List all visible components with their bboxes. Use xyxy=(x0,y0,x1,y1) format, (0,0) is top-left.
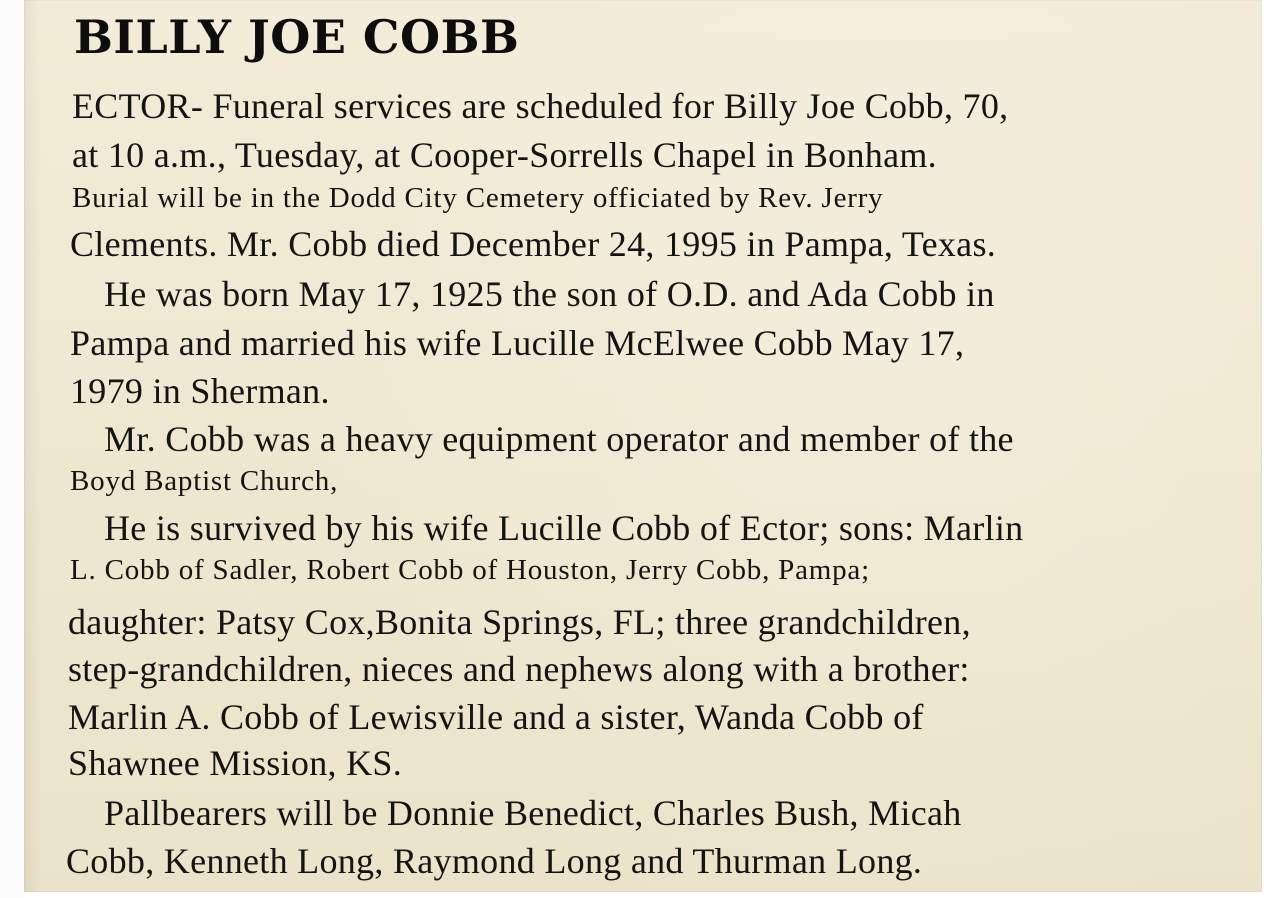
obituary-line: Shawnee Mission, KS. xyxy=(68,743,403,783)
obituary-line: Mr. Cobb was a heavy equipment operator and member of the xyxy=(104,419,1014,459)
obituary-line: Cobb, Kenneth Long, Raymond Long and Thurman Long. xyxy=(66,841,923,881)
page-margin xyxy=(0,0,24,898)
obituary-line: ECTOR- Funeral services are scheduled for Billy Joe Cobb, 70, xyxy=(72,86,1009,126)
obituary-line: L. Cobb of Sadler, Robert Cobb of Houston, Jerry Cobb, Pampa; xyxy=(70,554,870,586)
obituary-line: Marlin A. Cobb of Lewisville and a sister, Wanda Cobb of xyxy=(68,697,924,737)
obituary-headline: BILLY JOE COBB xyxy=(74,10,520,64)
obituary-line: Clements. Mr. Cobb died December 24, 1995 in Pampa, Texas. xyxy=(70,224,997,264)
obituary-line: He was born May 17, 1925 the son of O.D. and Ada Cobb in xyxy=(104,274,995,314)
obituary-line: Pampa and married his wife Lucille McElwee Cobb May 17, xyxy=(70,323,965,363)
obituary-line: step-grandchildren, nieces and nephews along with a brother: xyxy=(68,649,970,689)
obituary-line: 1979 in Sherman. xyxy=(70,371,330,411)
obituary-line: Pallbearers will be Donnie Benedict, Charles Bush, Micah xyxy=(104,793,962,833)
obituary-line: Boyd Baptist Church, xyxy=(70,465,339,497)
obituary-line: He is survived by his wife Lucille Cobb of Ector; sons: Marlin xyxy=(104,508,1024,548)
obituary-line: daughter: Patsy Cox,Bonita Springs, FL; three grandchildren, xyxy=(68,602,971,642)
obituary-line: at 10 a.m., Tuesday, at Cooper-Sorrells Chapel in Bonham. xyxy=(72,135,937,175)
obituary-line: Burial will be in the Dodd City Cemetery officiated by Rev. Jerry xyxy=(72,182,884,214)
